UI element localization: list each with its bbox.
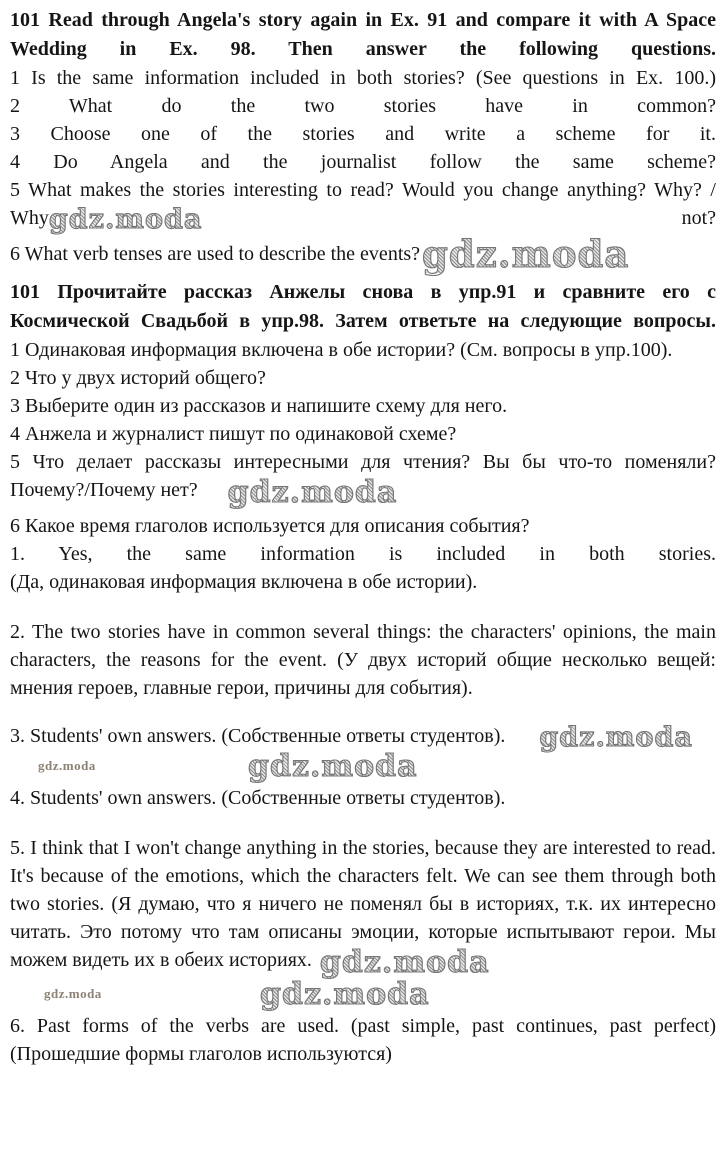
task-en-question-1: 1 Is the same information included in both stories? (See questions in Ex. 100.): [10, 67, 716, 89]
answers-section: [10, 540, 716, 1068]
gdz-moda-small-watermark: gdz.moda: [38, 758, 96, 773]
question-5-word-why: Why: [10, 207, 49, 229]
task-en-section: [10, 6, 716, 276]
gdz-moda-watermark: gdz.moda: [260, 977, 430, 1012]
task-en-question-6-row: [10, 232, 716, 276]
task-ru-question-2: 2 Что у двух историй общего?: [10, 367, 266, 389]
gdz-moda-watermark: gdz.moda: [539, 722, 693, 753]
question-5-ru-continuation: Почему?/Почему нет?: [10, 479, 198, 501]
question-5-continuation: [10, 204, 202, 233]
watermark-row-2: [10, 978, 716, 1012]
task-ru-heading-line1: 101 Прочитайте рассказ Анжелы снова в упр.91 и сравните его с: [10, 281, 716, 303]
task-ru-question-3: 3 Выберите один из рассказов и напишите схему для него.: [10, 395, 508, 417]
watermark-row-1: [10, 750, 716, 784]
answer-2: 2. The two stories have in common several things: the characters' opinions, the main characters, the reasons for the event. (У двух историй общие несколько вещей: мнения героев, главные герои, причины для события).: [10, 621, 716, 699]
gdz-moda-watermark: gdz.moda: [227, 475, 398, 510]
gdz-moda-watermark: gdz.moda: [48, 204, 203, 235]
gdz-moda-watermark: gdz.moda: [248, 749, 418, 784]
task-en-question-5-line1: 5 What makes the stories interesting to read? Would you change anything? Why? /: [10, 179, 716, 201]
task-en-question-6: 6 What verb tenses are used to describe the events?: [10, 243, 421, 265]
answer-1-line2: (Да, одинаковая информация включена в обе истории).: [10, 571, 478, 593]
task-ru-question-4: 4 Анжела и журналист пишут по одинаковой схеме?: [10, 423, 457, 445]
answer-5: [10, 834, 716, 978]
answer-6: [10, 1012, 716, 1068]
answer-3-row: [10, 722, 716, 753]
answer-6-line1: 6. Past forms of the verbs are used. (past simple, past continues, past perfect): [10, 1015, 716, 1037]
question-5-word-not: not?: [681, 207, 716, 229]
task-en-question-3: 3 Choose one of the stories and write a scheme for it.: [10, 123, 716, 145]
task-ru-question-5-line2: [10, 476, 716, 512]
gdz-moda-watermark: gdz.moda: [319, 945, 490, 980]
task-en-question-4: 4 Do Angela and the journalist follow the same scheme?: [10, 151, 716, 173]
answer-1-line1: 1. Yes, the same information is included in both stories.: [10, 543, 716, 565]
task-ru-heading-line2: Космической Свадьбой в упр.98. Затем ответьте на следующие вопросы.: [10, 310, 716, 332]
gdz-moda-watermark: gdz.moda: [422, 232, 630, 276]
answer-3: 3. Students' own answers. (Собственные ответы студентов).: [10, 725, 506, 747]
task-en-heading-line1: 101 Read through Angela's story again in Ex. 91 and compare it with A Space: [10, 9, 716, 31]
gdz-moda-small-watermark: gdz.moda: [44, 986, 102, 1001]
answer-4: 4. Students' own answers. (Собственные ответы студентов).: [10, 787, 506, 809]
answer-1: [10, 540, 716, 596]
task-ru-section: [10, 278, 716, 540]
answer-5-text: 5. I think that I won't change anything in the stories, because they are interested to read. It's because of the emotions, which the characters felt. We can see them through both two stories. (Я думаю, что я ничего не поменял бы в историях, т.к. их интересно читать. Это потому что там описаны эмоции, которые испытывают герои. Мы можем видеть их в обеих историях.: [10, 837, 716, 971]
task-ru-question-5-line1: 5 Что делает рассказы интересными для чтения? Вы бы что-то поменяли?: [10, 451, 716, 473]
answer-6-line2: (Прошедшие формы глаголов используются): [10, 1043, 392, 1065]
task-en-heading-line2: Wedding in Ex. 98. Then answer the following questions.: [10, 38, 716, 60]
task-ru-question-6: 6 Какое время глаголов используется для описания события?: [10, 515, 530, 537]
task-en-question-2: 2 What do the two stories have in common?: [10, 95, 716, 117]
task-ru-question-1: 1 Одинаковая информация включена в обе истории? (См. вопросы в упр.100).: [10, 339, 673, 361]
